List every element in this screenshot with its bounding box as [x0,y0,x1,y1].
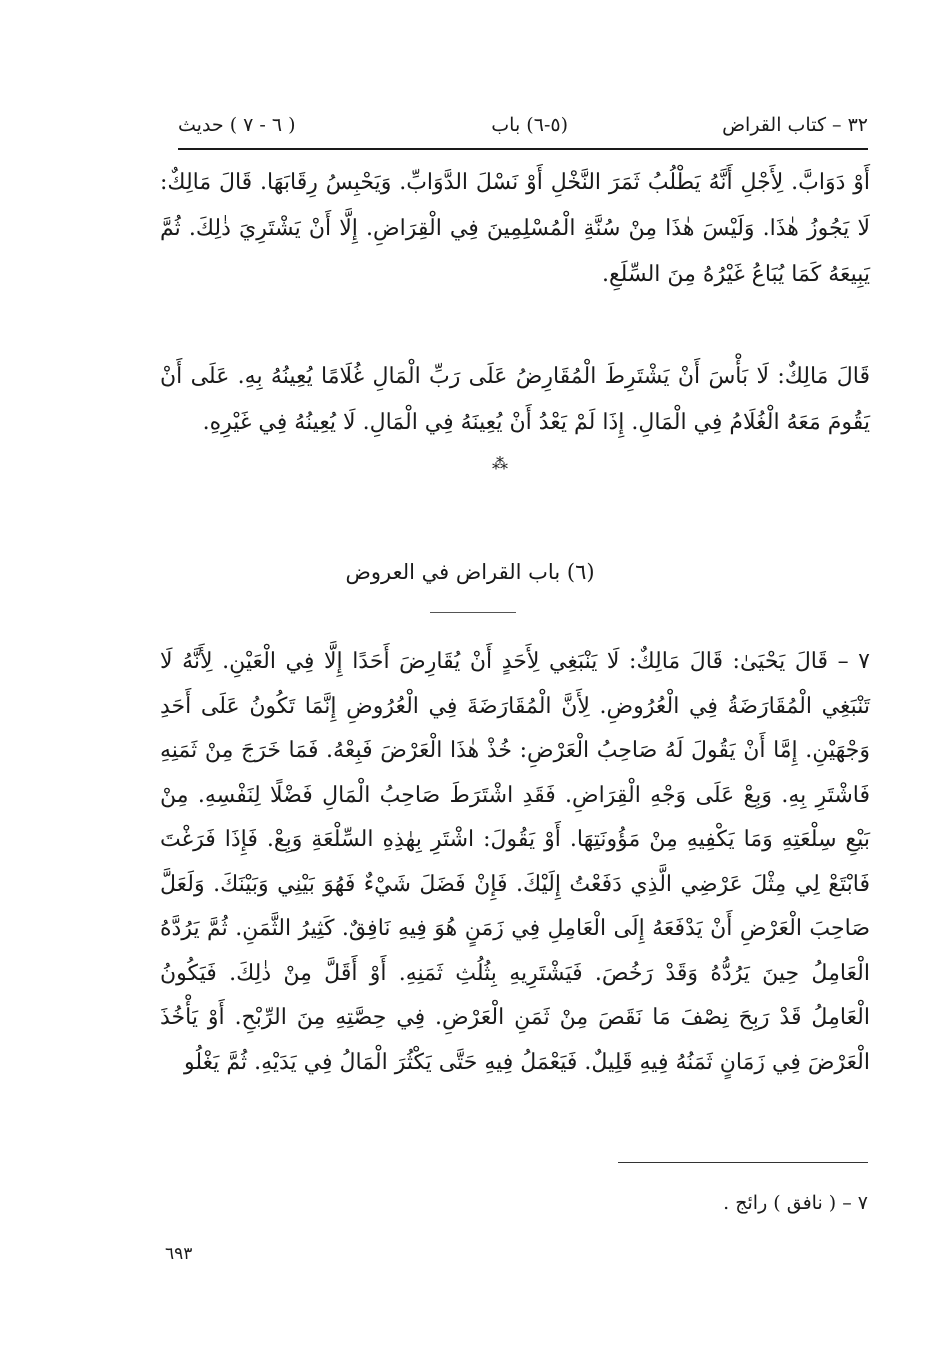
section-ornament: ⁂ [492,454,508,473]
paragraph-malik-saying: قَالَ مَالِكٌ: لَا بَأْسَ أَنْ يَشْتَرِطَ الْمُقَارِضُ عَلَى رَبِّ الْمَالِ غُلَامًا يُعِينُهُ بِهِ. عَلَى أَنْ يَقُومَ مَعَهُ الْغُلَامُ فِي الْمَالِ. إِذَا لَمْ يَعْدُ أَنْ يُعِينَهُ فِي الْمَالِ. لَا يُعِينُهُ فِي غَيْرِهِ. [160,364,870,435]
header-rule [178,148,868,150]
page-number: ٦٩٣ [165,1244,193,1264]
header-chapter-ref: (٥-٦) باب [491,114,568,136]
chapter-title: (٦) باب القراض في العروض [345,560,595,584]
paragraph-continuation: أَوْ دَوَابَّ. لِأَجْلِ أَنَّهُ يَطْلُبُ ثَمَرَ النَّخْلِ أَوْ نَسْلَ الدَّوَابِّ. وَيَحْبِسُ رِقَابَهَا. قَالَ مَالِكٌ: لَا يَجُوزُ هٰذَا. وَلَيْسَ هٰذَا مِنْ سُنَّةِ الْمُسْلِمِينَ فِي الْقِرَاضِ. إِلَّا أَنْ يَشْتَرِيَ ذٰلِكَ. ثُمَّ يَبِيعَهُ كَمَا يُبَاعُ غَيْرُهُ مِنَ السِّلَعِ. [160,170,870,287]
chapter-title-rule [430,612,516,613]
header-hadith-ref: ( ٦ - ٧ ) حديث [178,114,296,136]
footnote-rule [618,1162,868,1163]
running-header [178,110,868,144]
footnote: ٧ – ( نافق ) رائج . [723,1192,868,1214]
header-book-title: ٣٢ – كتاب القراض [722,114,868,136]
paragraph-hadith-7: ٧ – قَالَ يَحْيَىٰ: قَالَ مَالِكٌ: لَا يَنْبَغِي لِأَحَدٍ أَنْ يُقَارِضَ أَحَدًا إِلَّا فِي الْعَيْنِ. لِأَنَّهُ لَا تَنْبَغِي الْمُقَارَضَةُ فِي الْعُرُوضِ. لِأَنَّ الْمُقَارَضَةَ فِي الْعُرُوضِ إِنَّمَا تَكُونُ عَلَى أَحَدِ وَجْهَيْنِ. إِمَّا أَنْ يَقُولَ لَهُ صَاحِبُ الْعَرْضِ: خُذْ هٰذَا الْعَرْضَ فَبِعْهُ. فَمَا خَرَجَ مِنْ ثَمَنِهِ فَاشْتَرِ بِهِ. وَبِعْ عَلَى وَجْهِ الْقِرَاضِ. فَقَدِ اشْتَرَطَ صَاحِبُ الْمَالِ فَضْلًا لِنَفْسِهِ. مِنْ بَيْعِ سِلْعَتِهِ وَمَا يَكْفِيهِ مِنْ مَؤُونَتِهَا. أَوْ يَقُولَ: اشْتَرِ بِهٰذِهِ السِّلْعَةِ وَبِعْ. فَإِذَا فَرَغْتَ فَابْتَعْ لِي مِثْلَ عَرْضِي الَّذِي دَفَعْتُ إِلَيْكَ. فَإِنْ فَضَلَ شَيْءٌ فَهُوَ بَيْنِي وَبَيْنَكَ. وَلَعَلَّ صَاحِبَ الْعَرْضِ أَنْ يَدْفَعَهُ إِلَى الْعَامِلِ فِي زَمَنٍ هُوَ فِيهِ نَافِقٌ. كَثِيرُ الثَّمَنِ. ثُمَّ يَرُدَّهُ الْعَامِلُ حِينَ يَرُدُّهُ وَقَدْ رَخُصَ. فَيَشْتَرِيهِ بِثُلُثِ ثَمَنِهِ. أَوْ أَقَلَّ مِنْ ذٰلِكَ. فَيَكُونُ الْعَامِلُ قَدْ رَبِحَ نِصْفَ مَا نَقَصَ مِنْ ثَمَنِ الْعَرْضِ. فِي حِصَّتِهِ مِنَ الرِّبْحِ. أَوْ يَأْخُذَ الْعَرْضَ فِي زَمَانٍ ثَمَنُهُ فِيهِ قَلِيلٌ. فَيَعْمَلُ فِيهِ حَتَّى يَكْثُرَ الْمَالُ فِي يَدَيْهِ. ثُمَّ يَغْلُو [160,649,870,1075]
